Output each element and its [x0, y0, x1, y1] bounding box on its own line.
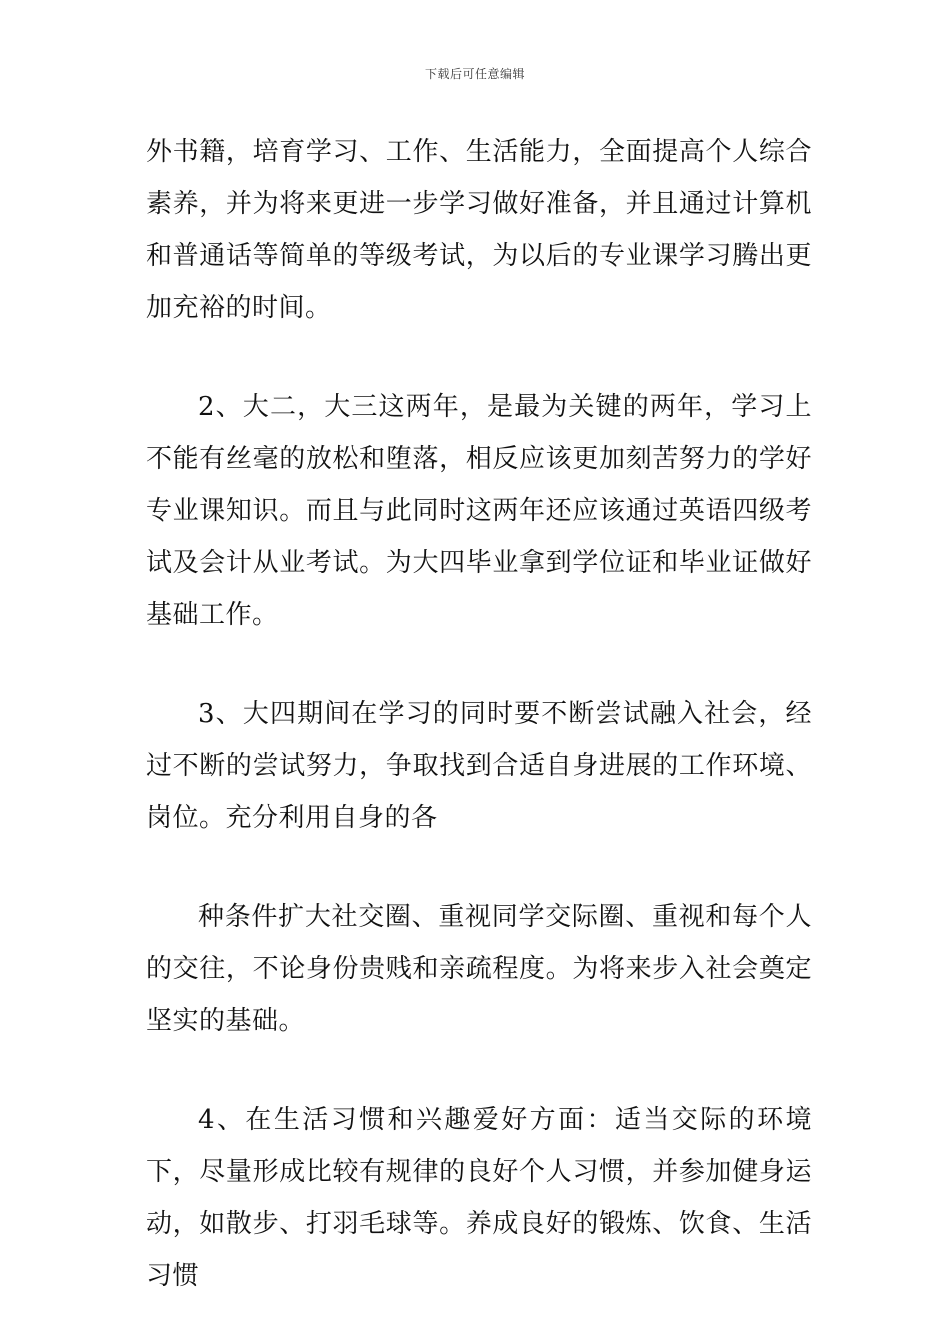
paragraph-item-2: 2、大二，大三这两年，是最为关键的两年，学习上不能有丝毫的放松和堕落，相反应该更加刻苦努力的学好专业课知识。而且与此同时这两年还应该通过英语四级考试及会计从业考试。为大四毕业拿到学位证和毕业证做好基础工作。 [146, 392, 812, 630]
paragraph-item-3-continued: 种条件扩大社交圈、重视同学交际圈、重视和每个人的交往，不论身份贵贱和亲疏程度。为将来步入社会奠定坚实的基础。 [146, 902, 812, 1036]
document-body [146, 126, 812, 1302]
paragraph-item-3: 3、大四期间在学习的同时要不断尝试融入社会，经过不断的尝试努力，争取找到合适自身进展的工作环境、岗位。充分利用自身的各 [146, 699, 812, 833]
page-header-note: 下载后可任意编辑 [424, 67, 525, 81]
paragraph-continued: 外书籍，培育学习、工作、生活能力，全面提高个人综合素养，并为将来更进一步学习做好准备，并且通过计算机和普通话等简单的等级考试，为以后的专业课学习腾出更加充裕的时间。 [146, 137, 812, 323]
paragraph-item-4: 4、在生活习惯和兴趣爱好方面：适当交际的环境下，尽量形成比较有规律的良好个人习惯，并参加健身运动，如散步、打羽毛球等。养成良好的锻炼、饮食、生活习惯 [146, 1105, 812, 1291]
